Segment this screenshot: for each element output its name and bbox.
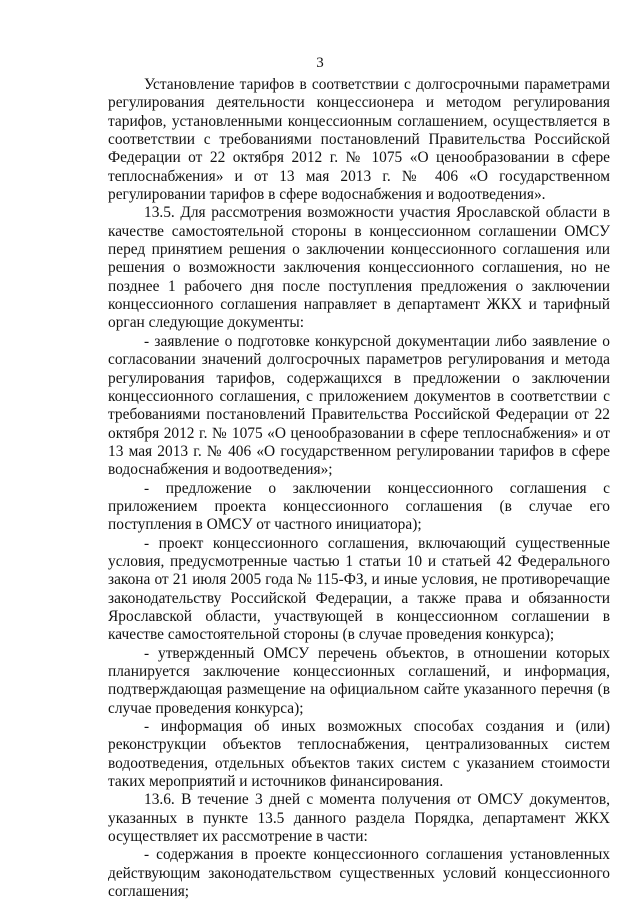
list-item-draft-agreement: - проект концессионного соглашения, включающий существенные условия, предусмотренные частью 1 статьи 10 и статьей 42 Федерального закона от 21 июля 2005 года № 115-ФЗ, и иные условия, не противоречащие законодательству Российской Федерации, а также права и обязанности Ярославской области, участвующей в концессионном соглашении в качестве самостоятельной стороны (в случае проведения конкурса); bbox=[108, 534, 610, 644]
document-body bbox=[108, 76, 610, 901]
list-item-essential-conditions: - содержания в проекте концессионного соглашения установленных действующим законодательством существенных условий концессионного соглашения; bbox=[108, 846, 610, 901]
list-item-application: - заявление о подготовке конкурсной документации либо заявление о согласовании значений долгосрочных параметров регулирования и метода регулирования тарифов, содержащихся в предложении о заключении концессионного соглашения, с приложением документов в соответствии с требованиями постановлений Правительства Российской Федерации от 22 октября 2012 г. № 1075 «О ценообразовании в сфере теплоснабжения» и от 13 мая 2013 г. № 406 «О государственном регулировании тарифов в сфере водоснабжения и водоотведения»; bbox=[108, 332, 610, 479]
paragraph-13-5: 13.5. Для рассмотрения возможности участия Ярославской области в качестве самостоятельной стороны в концессионном соглашении ОМСУ перед принятием решения о заключении концессионного соглашения или решения о возможности заключения концессионного соглашения, но не позднее 1 рабочего дня после поступления предложения о заключении концессионного соглашения направляет в департамент ЖКХ и тарифный орган следующие документы: bbox=[108, 204, 610, 332]
paragraph-tariffs: Установление тарифов в соответствии с долгосрочными параметрами регулирования деятельности концессионера и методом регулирования тарифов, установленными концессионным соглашением, осуществляется в соответствии с требованиями постановлений Правительства Российской Федерации от 22 октября 2012 г. № 1075 «О ценообразовании в сфере теплоснабжения» и от 13 мая 2013 г. № 406 «О государственном регулировании тарифов в сфере водоснабжения и водоотведения». bbox=[108, 76, 610, 204]
page-number: 3 bbox=[316, 55, 324, 71]
list-item-proposal: - предложение о заключении концессионного соглашения с приложением проекта концессионного соглашения (в случае его поступления в ОМСУ от частного инициатора); bbox=[108, 479, 610, 534]
paragraph-13-6: 13.6. В течение 3 дней с момента получения от ОМСУ документов, указанных в пункте 13.5 данного раздела Порядка, департамент ЖКХ осуществляет их рассмотрение в части: bbox=[108, 791, 610, 846]
list-item-other-methods: - информация об иных возможных способах создания и (или) реконструкции объектов теплоснабжения, централизованных систем водоотведения, отдельных объектов таких систем с указанием стоимости таких мероприятий и источников финансирования. bbox=[108, 718, 610, 791]
list-item-objects-list: - утвержденный ОМСУ перечень объектов, в отношении которых планируется заключение концессионных соглашений, и информация, подтверждающая размещение на официальном сайте указанного перечня (в случае проведения конкурса); bbox=[108, 644, 610, 717]
